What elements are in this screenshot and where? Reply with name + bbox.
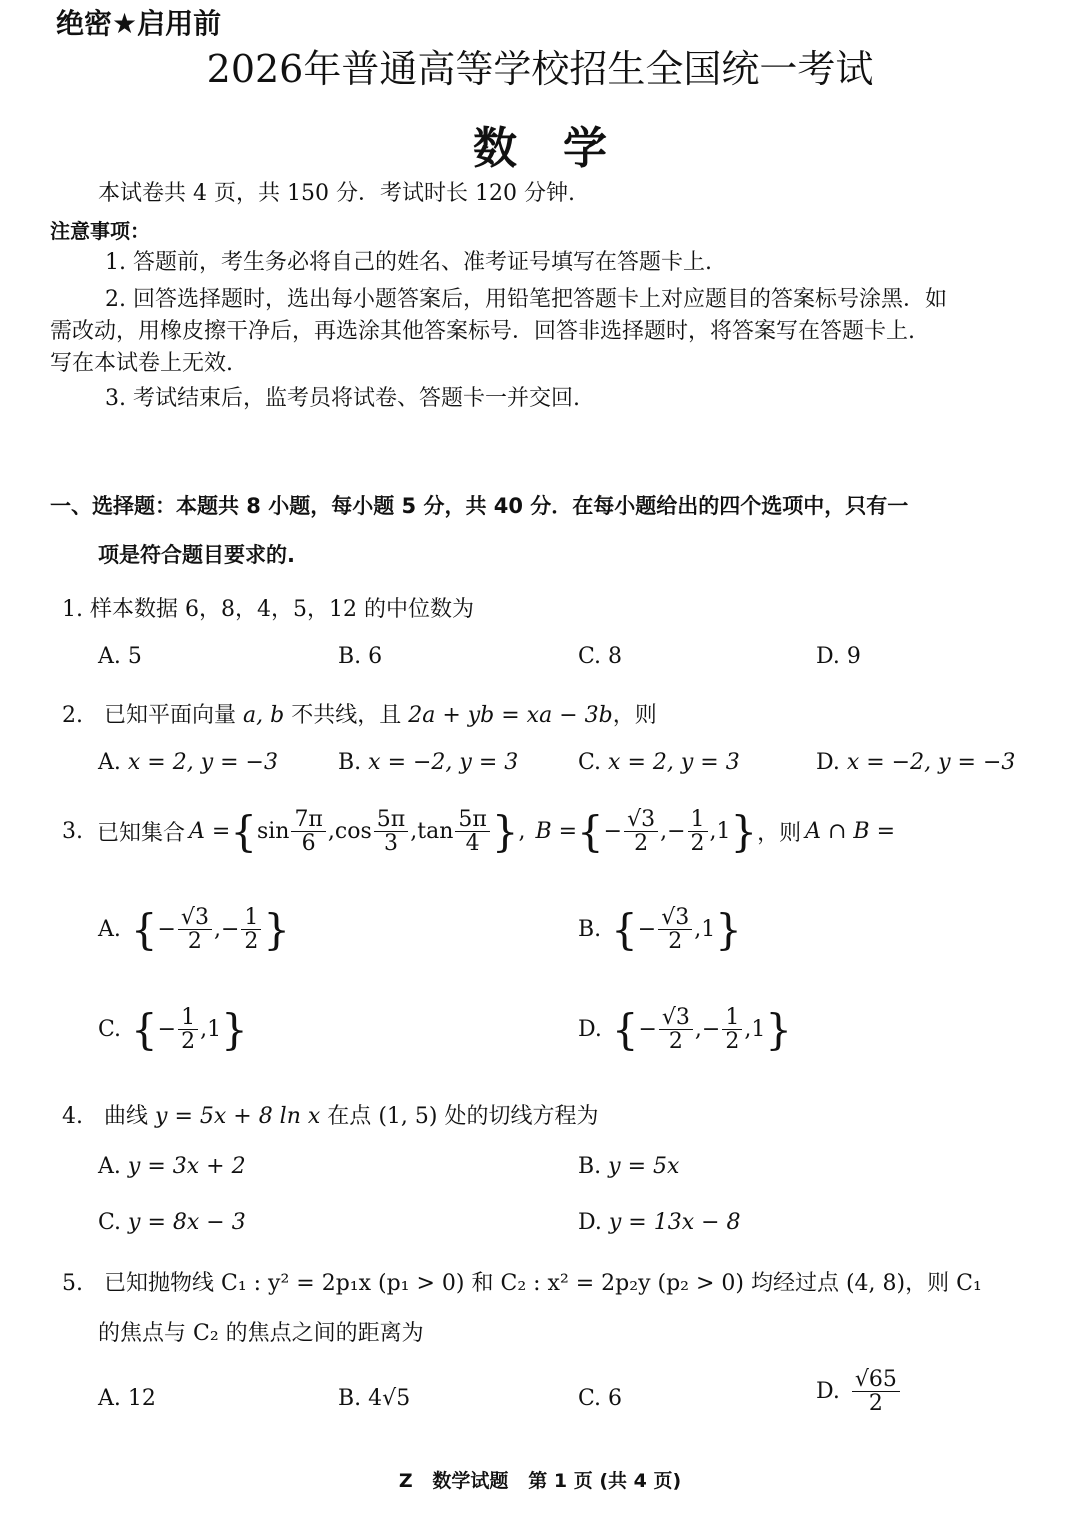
- q3-b-frac1: [624, 808, 658, 855]
- q3-a-label: A.: [98, 917, 121, 943]
- q2-option-b: [338, 750, 518, 775]
- notice-item-2-cont: 需改动，用橡皮擦干净后，再选涂其他答案标号．回答非选择题时，将答案写在答题卡上.: [50, 319, 915, 344]
- q3-a-frac1: [178, 906, 212, 953]
- q2-a-value: x = 2, y = −3: [127, 750, 278, 775]
- q2-text-end: ，则: [612, 703, 657, 728]
- right-brace-icon: }: [715, 904, 742, 954]
- q3-sin-num: 7π: [291, 808, 325, 832]
- q3-number: 3.: [62, 819, 83, 845]
- subject-title: 数 学: [473, 123, 607, 174]
- q1-option-c: C. 8: [578, 644, 623, 669]
- right-brace-icon: }: [765, 1004, 792, 1054]
- q2-c-label: C.: [578, 750, 602, 775]
- left-brace-icon: {: [611, 1004, 639, 1054]
- q3-one: 1: [701, 917, 716, 943]
- q4-d-label: D.: [578, 1210, 602, 1235]
- notice-item-2: 2. 回答选择题时，选出每小题答案后，用铅笔把答题卡上对应题目的答案标号涂黑．如: [105, 287, 947, 312]
- q4-text-c: 处的切线方程为: [444, 1104, 599, 1129]
- q3-a-frac1-num: √3: [178, 906, 212, 930]
- q5-d-fraction: [852, 1368, 900, 1415]
- q4-b-label: B.: [578, 1154, 602, 1179]
- q5-text-line1: 已知抛物线 C₁ : y² = 2p₁x (p₁ > 0) 和 C₂ : x² = 2p₂y (p₂ > 0) 均经过点 (4, 8)，则 C₁: [104, 1271, 982, 1296]
- q4-text-a: 曲线: [104, 1104, 149, 1129]
- q5-option-b: [338, 1386, 410, 1411]
- q1-option-a: A. 5: [98, 644, 142, 669]
- left-brace-icon: {: [577, 806, 604, 856]
- exam-title: 2026年普通高等学校招生全国统一考试: [206, 47, 874, 91]
- q3-d-frac2: [722, 1006, 742, 1053]
- right-brace-icon: }: [221, 1004, 248, 1054]
- section-heading-cont: 项是符合题目要求的.: [98, 543, 295, 567]
- question-3-stem: 3. 已知集合 A = { sin $\frac{7\pi}{6}$ , cos $\frac{5\pi}{3}$ , tan $\frac{5\pi}{4}$ } , B = { − $\frac{√3}{2}$ , − $\frac{1}{2}$ , 1 } ，则 A ∩ B =: [62, 806, 896, 857]
- q3-option-d: D. { − $\frac{√3}{2}$ , − $\frac{1}{2}$ , 1 }: [578, 1004, 792, 1055]
- question-1-stem: 1. 样本数据 6，8，4，5，12 的中位数为: [62, 597, 474, 622]
- q3-b-label: B.: [578, 917, 602, 943]
- q3-option-b: B. { − $\frac{√3}{2}$ , 1 }: [578, 904, 742, 955]
- q2-vars: a, b: [243, 703, 285, 728]
- left-brace-icon: {: [131, 1004, 158, 1054]
- q2-b-value: x = −2, y = 3: [368, 750, 519, 775]
- q4-c-label: C.: [98, 1210, 122, 1235]
- confidential-label: 绝密★启用前: [56, 7, 222, 40]
- q2-a-label: A.: [98, 750, 121, 775]
- q4-c-value: y = 8x − 3: [128, 1210, 246, 1235]
- q3-one: 1: [716, 819, 731, 845]
- q3-minus: −: [667, 819, 686, 845]
- q3-cos-fraction: [374, 808, 408, 855]
- q3-c-label: C.: [98, 1017, 122, 1043]
- q3-a-frac2-den: 2: [244, 929, 259, 955]
- q4-d-value: y = 13x − 8: [608, 1210, 741, 1235]
- q2-b-label: B.: [338, 750, 362, 775]
- q3-cos: cos: [334, 819, 372, 845]
- q4-option-d: [578, 1210, 741, 1235]
- right-brace-icon: }: [263, 904, 290, 954]
- q3-d-frac1-num: √3: [659, 1006, 693, 1030]
- section-heading: 一、选择题：本题共 8 小题，每小题 5 分，共 40 分．在每小题给出的四个选项中，只有一: [50, 494, 909, 518]
- notice-item-3: 3. 考试结束后，监考员将试卷、答题卡一并交回.: [105, 386, 580, 411]
- q3-b-frac2-den: 2: [690, 831, 705, 857]
- q3-sin: sin: [256, 819, 290, 845]
- q4-number: 4.: [62, 1104, 83, 1129]
- q3-intersection: A ∩ B =: [805, 819, 896, 845]
- q3-sin-fraction: [291, 808, 325, 855]
- q3-option-a: A. { − $\frac{√3}{2}$ , − $\frac{1}{2}$ }: [98, 904, 290, 955]
- q3-a-frac2-num: 1: [241, 906, 261, 930]
- q3-one: 1: [751, 1017, 766, 1043]
- q3-d-label: D.: [578, 1017, 602, 1043]
- q3-d-frac2-num: 1: [722, 1006, 742, 1030]
- q4-text-b: 在点: [327, 1104, 372, 1129]
- q3-text-end: ，则: [757, 821, 802, 847]
- q3-text: 已知集合: [97, 821, 186, 847]
- left-brace-icon: {: [130, 904, 158, 954]
- q4-a-value: y = 3x + 2: [127, 1154, 246, 1179]
- q5-text-line2: 的焦点与 C₂ 的焦点之间的距离为: [98, 1321, 424, 1346]
- q3-set-b-name: B =: [535, 819, 578, 845]
- right-brace-icon: }: [730, 806, 758, 856]
- page-footer: Z 数学试题 第 1 页 (共 4 页): [398, 1470, 682, 1492]
- q4-equation: y = 5x + 8 ln x: [155, 1104, 321, 1129]
- q3-d-frac1-den: 2: [668, 1029, 683, 1055]
- left-brace-icon: {: [230, 806, 257, 856]
- q1-option-d: D. 9: [816, 644, 861, 669]
- q3-one: 1: [207, 1017, 222, 1043]
- q3-minus: −: [638, 1017, 657, 1043]
- notice-heading: 注意事项：: [50, 219, 150, 243]
- q3-b-frac1-den: 2: [634, 831, 649, 857]
- q3-minus: −: [701, 1017, 721, 1043]
- q2-option-c: [578, 750, 740, 775]
- q5-d-den: 2: [868, 1391, 883, 1417]
- q5-a-label: A.: [98, 1386, 121, 1411]
- q1-option-b: B. 6: [338, 644, 383, 669]
- q3-c-frac1-den: 2: [181, 1029, 196, 1055]
- q4-option-c: [98, 1210, 246, 1235]
- q3-minus: −: [603, 819, 623, 845]
- notice-item-1: 1. 答题前，考生务必将自己的姓名、准考证号填写在答题卡上.: [105, 250, 712, 275]
- q2-number: 2.: [62, 703, 83, 728]
- q3-minus: −: [157, 1017, 177, 1043]
- q2-option-d: [816, 750, 1015, 775]
- q3-a-frac2: [241, 906, 261, 953]
- q4-option-a: [98, 1154, 246, 1179]
- q3-d-frac2-den: 2: [725, 1029, 740, 1055]
- q3-d-frac1: [659, 1006, 693, 1053]
- q4-option-b: [578, 1154, 679, 1179]
- q4-b-value: y = 5x: [608, 1154, 680, 1179]
- q3-minus: −: [637, 917, 657, 943]
- q3-tan-num: 5π: [455, 808, 489, 832]
- notice-item-2-cont2: 写在本试卷上无效.: [50, 351, 233, 376]
- q4-a-label: A.: [98, 1154, 121, 1179]
- q2-text: 已知平面向量: [104, 703, 237, 728]
- q2-d-label: D.: [816, 750, 840, 775]
- q5-number: 5.: [62, 1271, 83, 1296]
- q5-a-value: 12: [127, 1386, 156, 1411]
- q3-minus: −: [157, 917, 176, 943]
- q5-d-num: √65: [852, 1368, 900, 1392]
- q5-b-label: B.: [338, 1386, 362, 1411]
- q3-a-frac1-den: 2: [187, 929, 202, 955]
- q3-tan-fraction: [455, 808, 489, 855]
- q3-c-frac1-num: 1: [178, 1006, 198, 1030]
- q3-b-opt-frac1: [658, 906, 692, 953]
- question-5-stem: [62, 1266, 982, 1297]
- q2-text-mid: 不共线，且: [291, 703, 402, 728]
- q5-d-label: D.: [816, 1379, 840, 1405]
- q3-option-c: C. { − $\frac{1}{2}$ , 1 }: [98, 1004, 248, 1055]
- q5-option-c: [578, 1386, 622, 1411]
- q2-d-value: x = −2, y = −3: [846, 750, 1016, 775]
- q3-b-opt-frac1-num: √3: [658, 906, 692, 930]
- q3-sin-den: 6: [301, 831, 316, 857]
- question-2-stem: [62, 698, 657, 729]
- q3-b-frac2-num: 1: [688, 808, 708, 832]
- left-brace-icon: {: [611, 904, 638, 954]
- q3-set-a-name: A =: [189, 819, 231, 845]
- q4-point: (1, 5): [378, 1104, 438, 1129]
- question-4-stem: [62, 1099, 598, 1130]
- q2-equation: 2a + yb = xa − 3b: [408, 703, 613, 728]
- q5-option-a: [98, 1386, 156, 1411]
- q3-minus: −: [220, 917, 240, 943]
- q3-tan: tan: [417, 819, 454, 845]
- q5-b-value: 4√5: [368, 1386, 411, 1411]
- q5-c-value: 6: [608, 1386, 623, 1411]
- q3-cos-den: 3: [384, 831, 398, 857]
- q3-b-frac1-num: √3: [624, 808, 658, 832]
- q2-option-a: [98, 750, 278, 775]
- q3-tan-den: 4: [465, 831, 480, 857]
- right-brace-icon: }: [491, 806, 519, 856]
- q3-c-frac1: [178, 1006, 198, 1053]
- q5-option-d: [816, 1368, 902, 1415]
- q3-b-frac2: [688, 808, 708, 855]
- q3-b-opt-frac1-den: 2: [668, 929, 683, 955]
- q5-c-label: C.: [578, 1386, 602, 1411]
- exam-intro: 本试卷共 4 页，共 150 分．考试时长 120 分钟.: [98, 181, 575, 206]
- q3-cos-num: 5π: [374, 808, 408, 832]
- q2-c-value: x = 2, y = 3: [608, 750, 740, 775]
